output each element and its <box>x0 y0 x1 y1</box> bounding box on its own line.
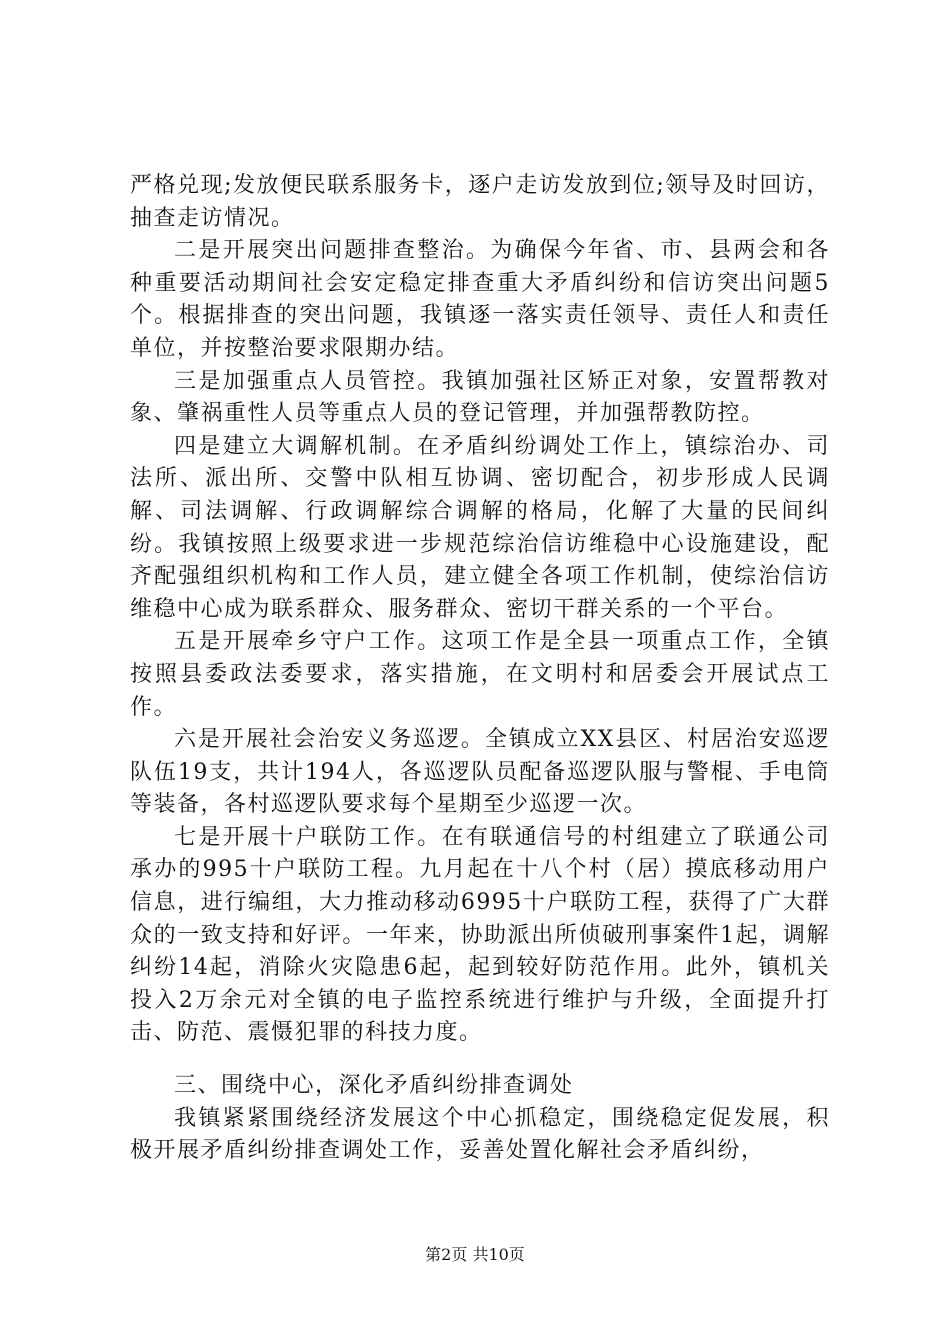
paragraph-item-2: 二是开展突出问题排查整治。为确保今年省、市、县两会和各种重要活动期间社会安定稳定排查重大矛盾纠纷和信访突出问题5个。根据排查的突出问题，我镇逐一落实责任领导、责任人和责任单位，并按整治要求限期办结。 <box>130 238 830 361</box>
paragraph-item-3: 三是加强重点人员管控。我镇加强社区矫正对象，安置帮教对象、肇祸重性人员等重点人员的登记管理，并加强帮教防控。 <box>130 368 830 427</box>
paragraph-continuation: 严格兑现;发放便民联系服务卡，逐户走访发放到位;领导及时回访，抽查走访情况。 <box>130 173 830 231</box>
section-heading: 三、围绕中心，深化矛盾纠纷排查调处 <box>174 1073 574 1099</box>
paragraph-section-body: 我镇紧紧围绕经济发展这个中心抓稳定，围绕稳定促发展，积极开展矛盾纠纷排查调处工作，妥善处置化解社会矛盾纠纷， <box>130 1105 830 1164</box>
paragraph-item-7: 七是开展十户联防工作。在有联通信号的村组建立了联通公司承办的995十户联防工程。九月起在十八个村（居）摸底移动用户信息，进行编组，大力推动移动6995十户联防工程，获得了广大群众的一致支持和好评。一年来，协助派出所侦破刑事案件1起，调解纠纷14起，消除火灾隐患6起，起到较好防范作用。此外，镇机关投入2万余元对全镇的电子监控系统进行维护与升级，全面提升打击、防范、震慑犯罪的科技力度。 <box>130 824 830 1046</box>
paragraph-item-6: 六是开展社会治安义务巡逻。全镇成立XX县区、村居治安巡逻队伍19支，共计194人，各巡逻队员配备巡逻队服与警棍、手电筒等装备，各村巡逻队要求每个星期至少巡逻一次。 <box>130 727 830 818</box>
page-footer: 第2页 共10页 <box>425 1245 525 1264</box>
paragraph-item-4: 四是建立大调解机制。在矛盾纠纷调处工作上，镇综治办、司法所、派出所、交警中队相互协调、密切配合，初步形成人民调解、司法调解、行政调解综合调解的格局，化解了大量的民间纠纷。我镇按照上级要求进一步规范综治信访维稳中心设施建设，配齐配强组织机构和工作人员，建立健全各项工作机制，使综治信访维稳中心成为联系群众、服务群众、密切干群关系的一个平台。 <box>130 433 830 622</box>
paragraph-item-5: 五是开展牵乡守户工作。这项工作是全县一项重点工作，全镇按照县委政法委要求，落实措施，在文明村和居委会开展试点工作。 <box>130 629 830 720</box>
body-text <box>130 170 830 1168</box>
